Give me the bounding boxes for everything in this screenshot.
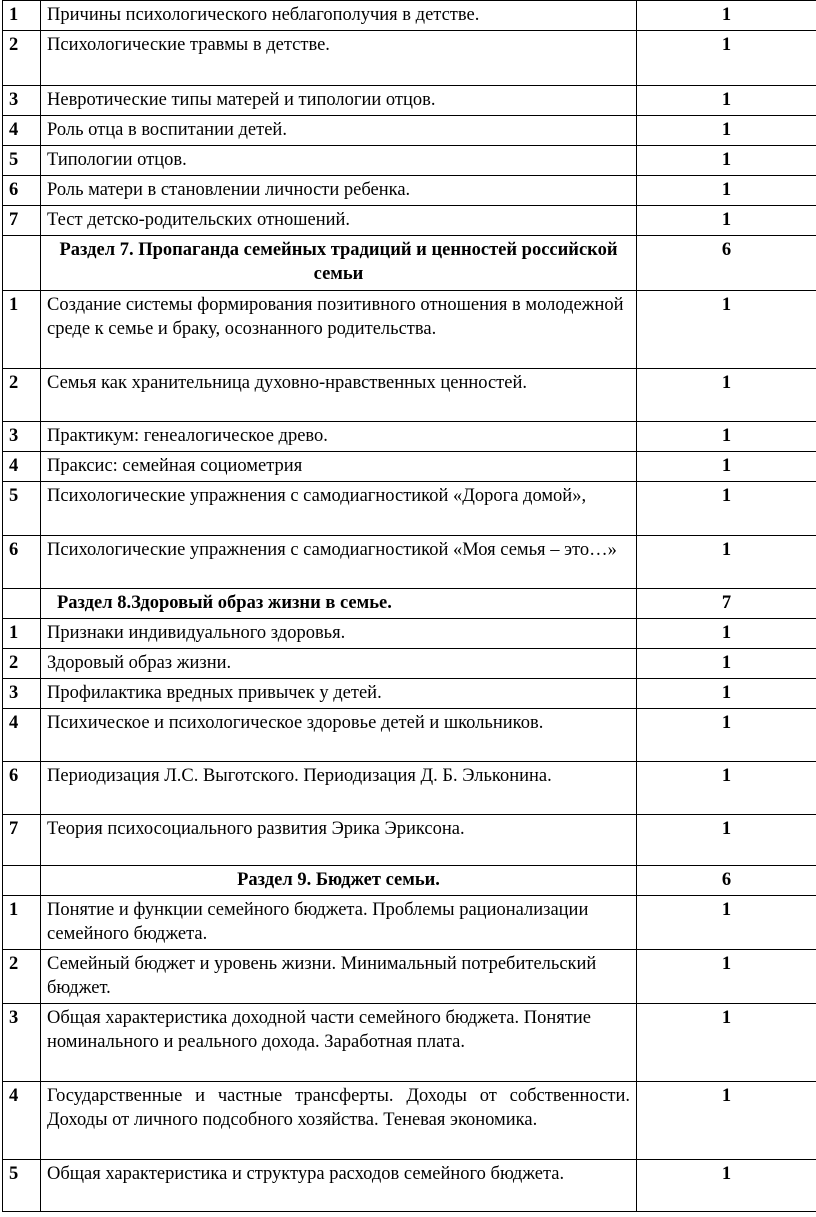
row-number: 1: [3, 896, 41, 950]
topic-text: Семейный бюджет и уровень жизни. Минимальный потребительский бюджет.: [41, 950, 637, 1004]
table-row: [3, 482, 816, 536]
hours-value: 1: [637, 1, 816, 31]
row-number: 5: [3, 1160, 41, 1212]
hours-value: 1: [637, 369, 816, 422]
row-number: 6: [3, 176, 41, 206]
section-hours: 7: [637, 589, 816, 619]
hours-value: 1: [637, 176, 816, 206]
row-number: 3: [3, 86, 41, 116]
table-row: [3, 206, 816, 236]
hours-value: 1: [637, 206, 816, 236]
hours-value: 1: [637, 86, 816, 116]
table-row: [3, 619, 816, 649]
row-number: 2: [3, 950, 41, 1004]
topic-text: Невротические типы матерей и типологии отцов.: [41, 86, 637, 116]
topic-text: Роль отца в воспитании детей.: [41, 116, 637, 146]
table-row: [3, 815, 816, 866]
hours-value: 1: [637, 452, 816, 482]
hours-value: 1: [637, 896, 816, 950]
topic-text: Психическое и психологическое здоровье детей и школьников.: [41, 709, 637, 762]
row-number: 4: [3, 709, 41, 762]
topic-text: Общая характеристика доходной части семейного бюджета. Понятие номинального и реального дохода. Заработная плата.: [41, 1004, 637, 1082]
hours-value: 1: [637, 1004, 816, 1082]
hours-value: 1: [637, 1160, 816, 1212]
topic-text: Теория психосоциального развития Эрика Эриксона.: [41, 815, 637, 866]
hours-value: 1: [637, 762, 816, 815]
section-row: [3, 589, 816, 619]
table-row: [3, 950, 816, 1004]
row-number: 4: [3, 116, 41, 146]
table-row: [3, 762, 816, 815]
row-number: 7: [3, 206, 41, 236]
topic-text: Роль матери в становлении личности ребенка.: [41, 176, 637, 206]
table-row: [3, 709, 816, 762]
row-number: 1: [3, 291, 41, 369]
topic-text: Признаки индивидуального здоровья.: [41, 619, 637, 649]
row-number: 2: [3, 649, 41, 679]
topic-text: Семья как хранительница духовно-нравственных ценностей.: [41, 369, 637, 422]
row-number: [3, 589, 41, 619]
table-row: [3, 679, 816, 709]
topic-text: Профилактика вредных привычек у детей.: [41, 679, 637, 709]
hours-value: 1: [637, 422, 816, 452]
row-number: 3: [3, 679, 41, 709]
section-hours: 6: [637, 236, 816, 291]
topic-text: Тест детско-родительских отношений.: [41, 206, 637, 236]
topic-text: Государственные и частные трансферты. Доходы от собственности. Доходы от личного подсобного хозяйства. Теневая экономика.: [41, 1082, 637, 1160]
hours-value: 1: [637, 619, 816, 649]
section-title: Раздел 9. Бюджет семьи.: [41, 866, 637, 896]
row-number: 6: [3, 536, 41, 589]
row-number: 6: [3, 762, 41, 815]
section-hours: 6: [637, 866, 816, 896]
hours-value: 1: [637, 482, 816, 536]
row-number: 4: [3, 1082, 41, 1160]
row-number: 1: [3, 619, 41, 649]
row-number: [3, 866, 41, 896]
row-number: 3: [3, 422, 41, 452]
section-title: Раздел 8.Здоровый образ жизни в семье.: [41, 589, 637, 619]
hours-value: 1: [637, 709, 816, 762]
hours-value: 1: [637, 146, 816, 176]
row-number: 4: [3, 452, 41, 482]
topic-text: Здоровый образ жизни.: [41, 649, 637, 679]
table-row: [3, 422, 816, 452]
hours-value: 1: [637, 116, 816, 146]
hours-value: 1: [637, 536, 816, 589]
hours-value: 1: [637, 950, 816, 1004]
row-number: 5: [3, 146, 41, 176]
hours-value: 1: [637, 649, 816, 679]
hours-value: 1: [637, 815, 816, 866]
table-row: [3, 536, 816, 589]
table-row: [3, 291, 816, 369]
row-number: 2: [3, 369, 41, 422]
row-number: 1: [3, 1, 41, 31]
table-row: [3, 1, 816, 31]
topic-text: Психологические упражнения с самодиагностикой «Дорога домой»,: [41, 482, 637, 536]
table-row: [3, 1160, 816, 1212]
topic-text: Практикум: генеалогическое древо.: [41, 422, 637, 452]
table-row: [3, 86, 816, 116]
section-row: [3, 236, 816, 291]
table-row: [3, 896, 816, 950]
hours-value: 1: [637, 291, 816, 369]
section-row: [3, 866, 816, 896]
topic-text: Создание системы формирования позитивного отношения в молодежной среде к семье и браку, осознанного родительства.: [41, 291, 637, 369]
table-row: [3, 452, 816, 482]
table-row: [3, 146, 816, 176]
topic-text: Общая характеристика и структура расходов семейного бюджета.: [41, 1160, 637, 1212]
table-row: [3, 116, 816, 146]
topic-text: Психологические травмы в детстве.: [41, 31, 637, 86]
row-number: 5: [3, 482, 41, 536]
topic-text: Периодизация Л.С. Выготского. Периодизация Д. Б. Эльконина.: [41, 762, 637, 815]
row-number: [3, 236, 41, 291]
table-row: [3, 31, 816, 86]
curriculum-table: [2, 0, 816, 1212]
hours-value: 1: [637, 679, 816, 709]
row-number: 7: [3, 815, 41, 866]
table-row: [3, 1004, 816, 1082]
topic-text: Причины психологического неблагополучия в детстве.: [41, 1, 637, 31]
hours-value: 1: [637, 31, 816, 86]
hours-value: 1: [637, 1082, 816, 1160]
section-title: Раздел 7. Пропаганда семейных традиций и ценностей российской семьи: [41, 236, 637, 291]
table-row: [3, 369, 816, 422]
row-number: 3: [3, 1004, 41, 1082]
topic-text: Типологии отцов.: [41, 146, 637, 176]
topic-text: Праксис: семейная социометрия: [41, 452, 637, 482]
table-row: [3, 649, 816, 679]
topic-text: Понятие и функции семейного бюджета. Проблемы рационализации семейного бюджета.: [41, 896, 637, 950]
table-row: [3, 1082, 816, 1160]
table-row: [3, 176, 816, 206]
row-number: 2: [3, 31, 41, 86]
topic-text: Психологические упражнения с самодиагностикой «Моя семья – это…»: [41, 536, 637, 589]
